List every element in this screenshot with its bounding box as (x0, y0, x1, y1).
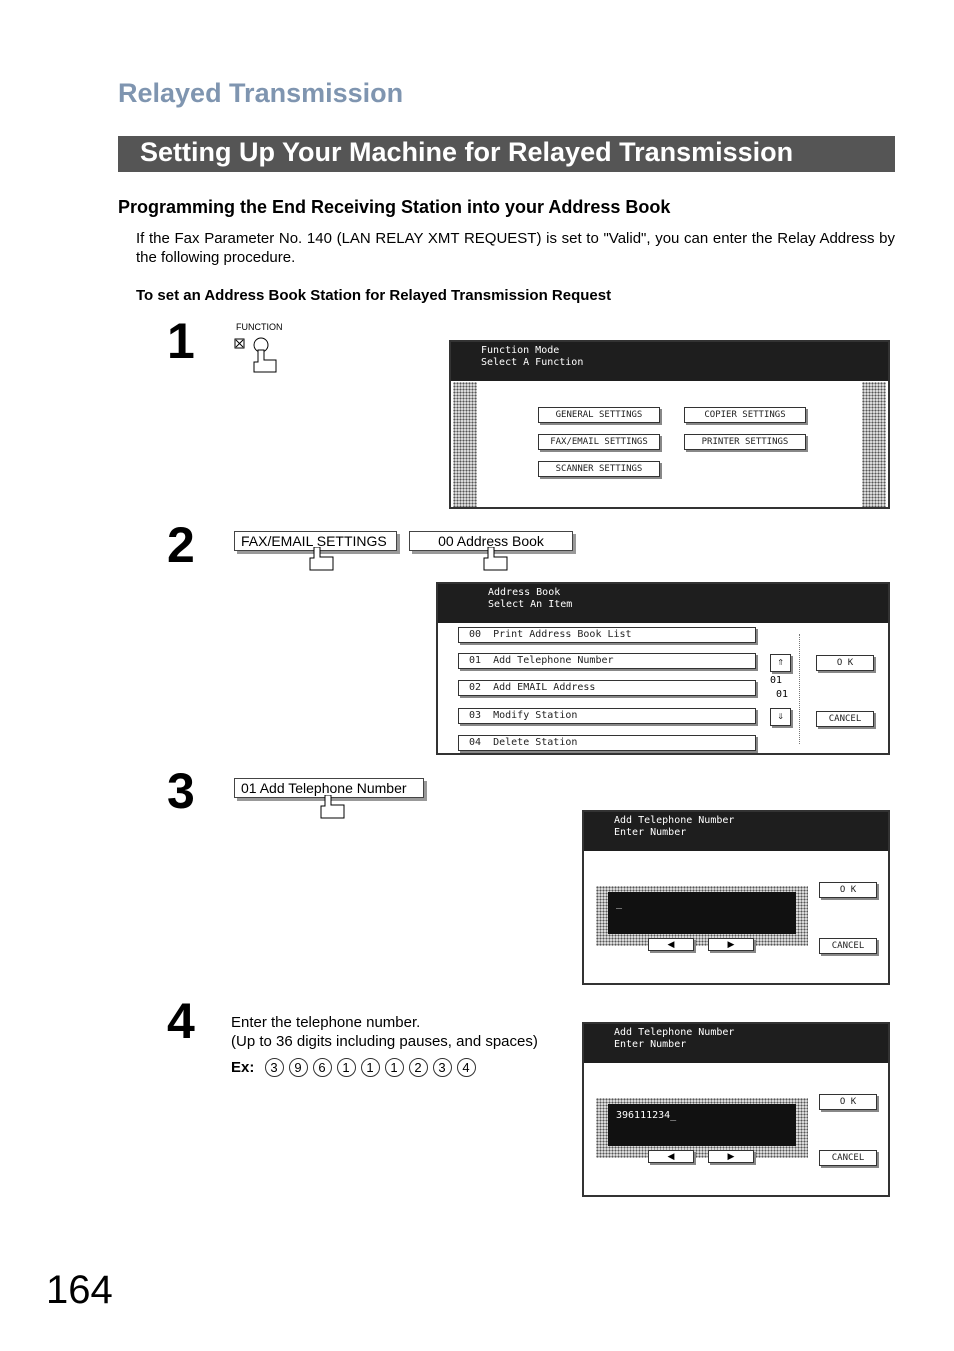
step-4-screen (582, 1022, 890, 1197)
step-1-number: 1 (167, 313, 195, 369)
hand-pointer-icon (320, 795, 346, 819)
fax-email-settings-button[interactable]: FAX/EMAIL SETTINGS (538, 434, 660, 450)
page-number: 164 (46, 1268, 113, 1312)
list-item[interactable]: 01 Add Telephone Number (458, 653, 756, 669)
page-total: 01 (776, 689, 789, 700)
page-indicator (770, 674, 788, 702)
screen-header (584, 812, 888, 851)
screen-subtitle: Select An Item (488, 599, 573, 610)
digit-key-icon: 6 (313, 1058, 332, 1077)
step-3-screen (582, 810, 890, 985)
digit-key-icon: 1 (337, 1058, 356, 1077)
function-key-icon (234, 336, 286, 376)
screen-title: Add Telephone Number (614, 1027, 735, 1038)
screen-title: Address Book (488, 587, 561, 598)
digit-key-icon: 4 (457, 1058, 476, 1077)
digit-key-icon: 1 (361, 1058, 380, 1077)
function-key[interactable] (234, 336, 286, 376)
digit-key-icon: 2 (409, 1058, 428, 1077)
ok-button[interactable]: O K (819, 882, 877, 898)
screen-subtitle: Enter Number (614, 827, 687, 838)
hand-pointer-icon (483, 547, 509, 571)
example-digits (231, 1058, 481, 1077)
cursor-left-button[interactable]: ◀ (648, 1150, 694, 1163)
banner (118, 136, 895, 172)
list-item[interactable]: 00 Print Address Book List (458, 627, 756, 643)
screen-subtitle: Enter Number (614, 1039, 687, 1050)
cancel-button[interactable]: CANCEL (819, 1150, 877, 1166)
screen-header (438, 584, 888, 623)
printer-settings-button[interactable]: PRINTER SETTINGS (684, 434, 806, 450)
scroll-down-button[interactable]: ⇓ (770, 708, 791, 726)
cursor-right-button[interactable]: ▶ (708, 938, 754, 951)
banner-title: Setting Up Your Machine for Relayed Transmission (140, 137, 794, 167)
hand-pointer-icon (309, 547, 335, 571)
copier-settings-button[interactable]: COPIER SETTINGS (684, 407, 806, 423)
section-title: Relayed Transmission (118, 78, 404, 108)
cancel-button[interactable]: CANCEL (816, 711, 874, 727)
scroll-track (799, 634, 803, 744)
screen-header (451, 342, 888, 381)
step-4-line-2: (Up to 36 digits including pauses, and spaces) (231, 1033, 538, 1050)
step-1-screen (449, 340, 890, 509)
list-item[interactable]: 03 Modify Station (458, 708, 756, 724)
cursor-left-button[interactable]: ◀ (648, 938, 694, 951)
screen-left-pattern (453, 382, 477, 507)
function-key-label: FUNCTION (236, 322, 283, 332)
screen-right-pattern (862, 382, 886, 507)
cancel-button[interactable]: CANCEL (819, 938, 877, 954)
screen-title: Add Telephone Number (614, 815, 735, 826)
screen-subtitle: Select A Function (481, 357, 584, 368)
digit-key-icon: 1 (385, 1058, 404, 1077)
scroll-up-button[interactable]: ⇑ (770, 654, 791, 672)
task-title: To set an Address Book Station for Relayed Transmission Request (136, 287, 612, 304)
add-telephone-number-key[interactable]: 01 Add Telephone Number (234, 778, 424, 798)
step-2-number: 2 (167, 517, 195, 573)
number-entry-field[interactable]: _ (608, 892, 796, 934)
fax-email-settings-key[interactable]: FAX/EMAIL SETTINGS (234, 531, 397, 551)
ok-button[interactable]: O K (816, 655, 874, 671)
screen-title: Function Mode (481, 345, 560, 356)
scanner-settings-button[interactable]: SCANNER SETTINGS (538, 461, 660, 477)
general-settings-button[interactable]: GENERAL SETTINGS (538, 407, 660, 423)
step-4-number: 4 (167, 993, 195, 1049)
cursor-right-button[interactable]: ▶ (708, 1150, 754, 1163)
digit-key-icon: 3 (433, 1058, 452, 1077)
intro-text: If the Fax Parameter No. 140 (LAN RELAY XMT REQUEST) is set to "Valid", you can enter the Relay Address by the following procedure. (136, 230, 895, 266)
number-entry-field[interactable]: 396111234_ (608, 1104, 796, 1146)
page-current: 01 (770, 675, 783, 686)
subsection-title: Programming the End Receiving Station into your Address Book (118, 197, 671, 217)
digit-key-icon: 3 (265, 1058, 284, 1077)
screen-header (584, 1024, 888, 1063)
step-4-line-1: Enter the telephone number. (231, 1014, 421, 1031)
example-label: Ex: (231, 1059, 255, 1076)
step-2-screen (436, 582, 890, 755)
address-book-key[interactable]: 00 Address Book (409, 531, 573, 551)
list-item[interactable]: 04 Delete Station (458, 735, 756, 751)
list-item[interactable]: 02 Add EMAIL Address (458, 680, 756, 696)
digit-key-icon: 9 (289, 1058, 308, 1077)
ok-button[interactable]: O K (819, 1094, 877, 1110)
step-3-number: 3 (167, 763, 195, 819)
step-4-instructions (231, 1013, 538, 1051)
